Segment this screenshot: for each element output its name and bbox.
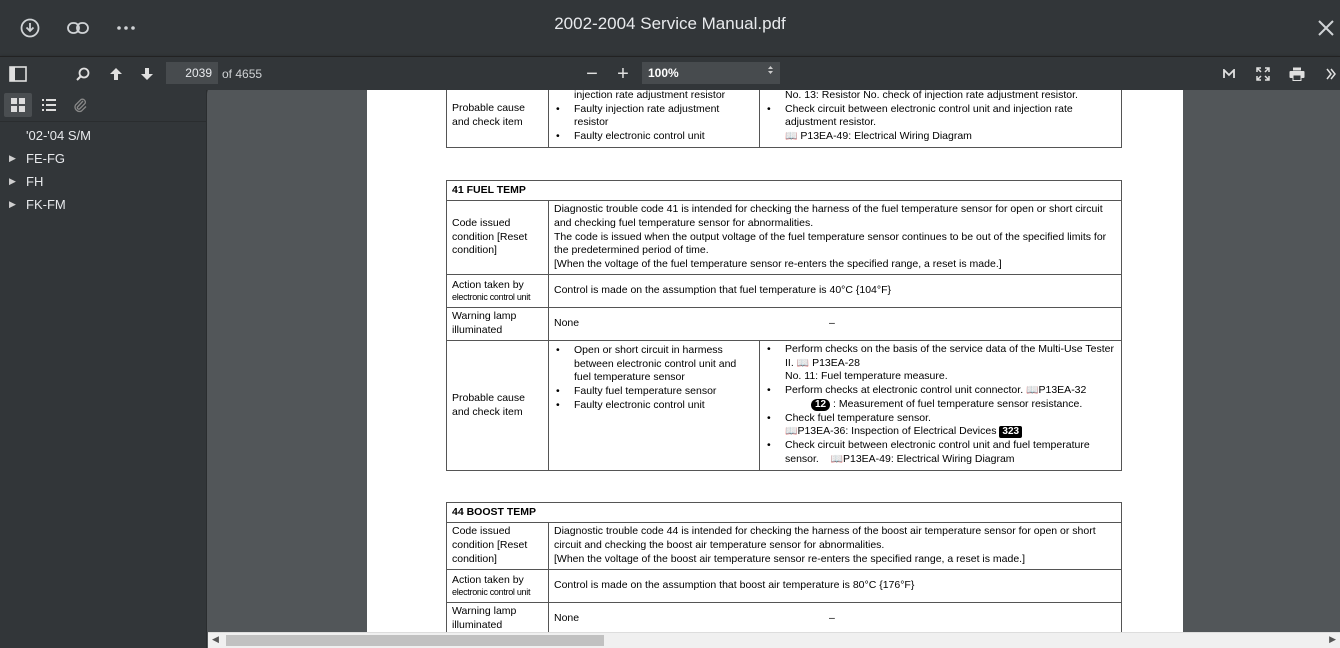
action-label-line: Action taken by bbox=[452, 279, 524, 291]
cause-item: • Faulty electronic control unit bbox=[554, 399, 754, 413]
cause-item: • Faulty electronic control unit bbox=[554, 130, 754, 144]
check-ref[interactable]: P13EA-49: Electrical Wiring Diagram bbox=[842, 452, 1015, 465]
horizontal-scrollbar[interactable] bbox=[208, 632, 1340, 648]
action-label bbox=[447, 570, 549, 603]
sidebar-tabs bbox=[0, 90, 207, 122]
dtc-header: 44 BOOST TEMP bbox=[447, 503, 1122, 523]
warning-lamp-label: Warning lamp illuminated bbox=[447, 603, 549, 633]
page-number-input[interactable]: 2039 bbox=[166, 62, 218, 84]
book-icon: 📖 bbox=[830, 453, 843, 465]
sidebar-toggle-icon[interactable] bbox=[6, 62, 30, 86]
outline-item-label: FE-FG bbox=[26, 151, 65, 166]
attachments-icon[interactable] bbox=[66, 93, 94, 117]
zoom-in-button[interactable]: + bbox=[617, 62, 629, 85]
outline-item[interactable] bbox=[0, 172, 207, 195]
scroll-left-icon[interactable]: ◀ bbox=[212, 634, 219, 644]
code-text-line: [When the voltage of the fuel temperature sensor re-enters the specified range, a reset is made.] bbox=[554, 258, 1002, 271]
action-label bbox=[447, 275, 549, 308]
page-badge: 323 bbox=[999, 426, 1022, 438]
expand-arrow-icon[interactable]: ▶ bbox=[9, 153, 16, 163]
dtc-table-fuel-temp bbox=[446, 180, 1122, 471]
close-icon[interactable] bbox=[1311, 13, 1340, 43]
check-ref[interactable]: P13EA-32 bbox=[1038, 384, 1087, 397]
outline-item-label: FH bbox=[26, 174, 44, 189]
expand-arrow-icon[interactable]: ▶ bbox=[9, 199, 16, 209]
title-bar bbox=[0, 0, 1340, 56]
zoom-caret-icon bbox=[767, 64, 774, 79]
cause-item: • Faulty fuel temperature sensor bbox=[554, 385, 754, 399]
warning-lamp-cell bbox=[549, 308, 1122, 341]
scrollbar-thumb[interactable] bbox=[226, 635, 604, 646]
check-items bbox=[760, 90, 1122, 148]
fit-page-icon[interactable] bbox=[1251, 62, 1275, 86]
check-item-ref[interactable]: P13EA-49: Electrical Wiring Diagram bbox=[800, 130, 972, 143]
outline-item[interactable] bbox=[0, 195, 207, 218]
warning-dash: – bbox=[829, 317, 835, 329]
check-items bbox=[760, 341, 1122, 471]
warning-lamp-cell bbox=[549, 603, 1122, 633]
code-issued-text bbox=[549, 523, 1122, 570]
connector-badge: 12 bbox=[811, 399, 830, 411]
code-text-line: [When the voltage of the boost air temperature sensor re-enters the specified range, a reset is made.] bbox=[554, 552, 1026, 565]
probable-cause-label: Probable cause and check item bbox=[447, 341, 549, 471]
dtc-header: 41 FUEL TEMP bbox=[447, 181, 1122, 201]
expand-arrow-icon[interactable]: ▶ bbox=[9, 176, 16, 186]
scroll-right-icon[interactable]: ▶ bbox=[1329, 634, 1336, 644]
book-icon: 📖 bbox=[785, 426, 798, 438]
warning-lamp-value: None bbox=[554, 612, 580, 625]
print-icon[interactable] bbox=[1285, 62, 1309, 86]
probable-causes bbox=[549, 90, 760, 148]
check-item: • Check fuel temperature sensor. bbox=[765, 412, 1116, 426]
warning-dash: – bbox=[829, 612, 835, 624]
action-label-line: electronic control unit bbox=[452, 292, 531, 302]
book-icon: 📖 bbox=[1026, 385, 1039, 397]
check-text: Perform checks at electronic control unit connector. bbox=[785, 384, 1024, 397]
code-issued-text bbox=[549, 201, 1122, 275]
outline-tab[interactable] bbox=[35, 93, 63, 117]
document-title: 2002-2004 Service Manual.pdf bbox=[554, 14, 786, 33]
code-text-line: Diagnostic trouble code 44 is intended for checking the harness of the boost air temperature sensor for open or short circuit and checking the boost air temperature sensor for abnormalities. bbox=[554, 525, 1096, 552]
outline-list bbox=[0, 126, 207, 218]
next-page-icon[interactable] bbox=[135, 62, 159, 86]
action-text: Control is made on the assumption that fuel temperature is 40°C {104°F} bbox=[549, 275, 1122, 308]
outline-item-label: '02-'04 S/M bbox=[26, 128, 91, 143]
sidebar bbox=[0, 90, 207, 648]
code-text-line: Diagnostic trouble code 41 is intended for checking the harness of the fuel temperature sensor for open or short circuit and checking fuel temperature sensor for abnormalities. bbox=[554, 203, 1103, 229]
code-text-line: The code is issued when the output voltage of the fuel temperature sensor continues to be out of the specified limits for the predetermined period of time. bbox=[554, 230, 1107, 257]
check-item bbox=[765, 384, 1116, 398]
check-ref[interactable]: P13EA-36: Inspection of Electrical Devices bbox=[797, 425, 997, 438]
dtc-table-boost-temp bbox=[446, 502, 1122, 632]
search-icon[interactable] bbox=[71, 62, 95, 86]
outline-item-label: FK-FM bbox=[26, 197, 66, 212]
action-label-line: Action taken by bbox=[452, 574, 524, 586]
dtc-table-previous bbox=[446, 90, 1122, 148]
book-icon: 📖 bbox=[785, 131, 798, 143]
check-item bbox=[765, 439, 1116, 466]
previous-page-icon[interactable] bbox=[104, 62, 128, 86]
pdf-toolbar bbox=[0, 56, 1340, 90]
warning-lamp-value: None bbox=[554, 317, 580, 330]
cause-item: • Faulty injection rate adjustment resistor bbox=[554, 103, 754, 130]
cause-item: injection rate adjustment resistor bbox=[574, 90, 726, 101]
book-icon: 📖 bbox=[796, 357, 810, 369]
thumbnails-tab[interactable] bbox=[4, 93, 32, 117]
check-text: : Measurement of fuel temperature sensor resistance. bbox=[833, 397, 1083, 410]
page-total-label: of 4655 bbox=[222, 67, 263, 81]
code-issued-label: Code issued condition [Reset condition] bbox=[447, 523, 549, 570]
action-text: Control is made on the assumption that boost air temperature is 80°C {176°F} bbox=[549, 570, 1122, 603]
probable-causes bbox=[549, 341, 760, 471]
check-text: Check circuit between electronic control unit and fuel temperature sensor. bbox=[785, 438, 1090, 465]
check-item: • Check circuit between electronic control unit and injection rate adjustment resistor. bbox=[765, 103, 1116, 130]
check-text: Perform checks on the basis of the service data of the Multi-Use Tester II. bbox=[785, 343, 1114, 369]
outline-item[interactable] bbox=[0, 126, 207, 149]
document-viewer[interactable] bbox=[208, 90, 1340, 632]
check-ref[interactable]: P13EA-28 bbox=[812, 356, 860, 369]
probable-cause-label: Probable cause and check item bbox=[447, 90, 549, 148]
warning-lamp-label: Warning lamp illuminated bbox=[447, 308, 549, 341]
code-issued-label: Code issued condition [Reset condition] bbox=[447, 201, 549, 275]
check-text: No. 11: Fuel temperature measure. bbox=[785, 370, 948, 383]
overflow-chevron-icon[interactable] bbox=[1322, 62, 1340, 86]
mode-icon[interactable] bbox=[1217, 62, 1241, 86]
cause-item: • Open or short circuit in harmess between electronic control unit and fuel temperature sensor bbox=[554, 344, 754, 385]
action-label-line: electronic control unit bbox=[452, 587, 531, 597]
zoom-value: 100% bbox=[648, 66, 679, 80]
check-item bbox=[765, 343, 1116, 370]
zoom-select[interactable] bbox=[642, 62, 780, 84]
pdf-page bbox=[367, 90, 1183, 632]
check-item: No. 13: Resistor No. check of injection rate adjustment resistor. bbox=[785, 90, 1078, 101]
outline-item[interactable] bbox=[0, 149, 207, 172]
zoom-out-button[interactable]: − bbox=[586, 62, 598, 85]
